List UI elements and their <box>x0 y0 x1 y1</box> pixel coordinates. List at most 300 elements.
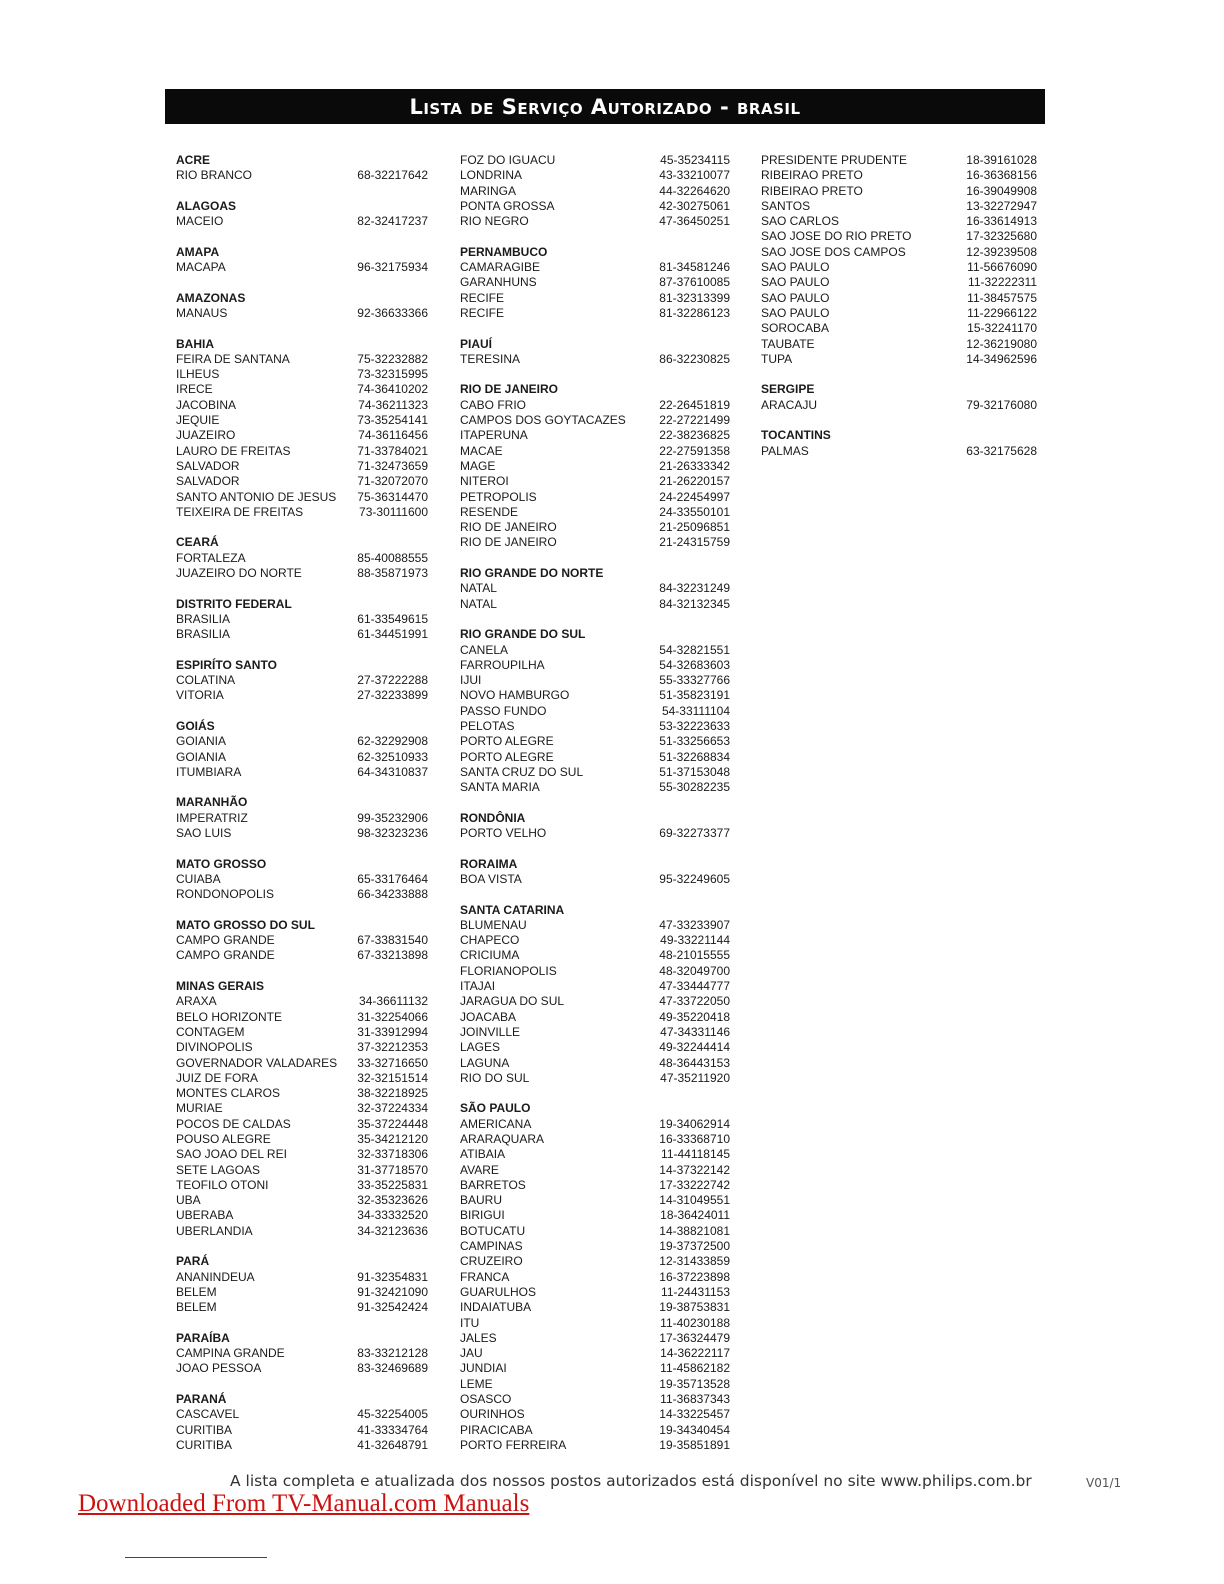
list-item <box>460 765 730 780</box>
state-heading: PARÁ <box>176 1254 210 1269</box>
list-item <box>460 1178 730 1193</box>
list-item <box>761 153 1037 168</box>
phone-number: 82-32417237 <box>357 214 428 229</box>
phone-number: 31-33912994 <box>357 1024 428 1039</box>
city-name: RIO NEGRO <box>460 214 529 229</box>
list-item <box>460 1361 730 1376</box>
state-group <box>460 903 730 1087</box>
list-item <box>761 168 1037 183</box>
phone-number: 47-34331146 <box>660 1024 730 1039</box>
list-item <box>176 1193 428 1208</box>
phone-number: 63-32175628 <box>966 443 1037 458</box>
phone-number: 11-44118145 <box>661 1147 730 1162</box>
phone-number: 11-32222311 <box>968 275 1037 290</box>
state-group <box>176 1331 428 1377</box>
phone-number: 88-35871973 <box>357 566 428 581</box>
phone-number: 41-33334764 <box>357 1422 428 1437</box>
city-name: MARINGA <box>460 183 517 198</box>
city-name: FRANCA <box>460 1269 510 1284</box>
list-item <box>460 673 730 688</box>
list-item <box>176 413 428 428</box>
city-name: SALVADOR <box>176 474 240 489</box>
list-item <box>460 734 730 749</box>
list-item <box>460 1239 730 1254</box>
list-item <box>176 1086 428 1101</box>
city-name: MAGE <box>460 458 496 473</box>
city-name: RECIFE <box>460 290 505 305</box>
list-item <box>460 352 730 367</box>
phone-number: 27-37222288 <box>357 673 428 688</box>
state-group <box>460 811 730 842</box>
city-name: SAO PAULO <box>761 260 830 275</box>
list-item <box>460 704 730 719</box>
state-group <box>460 337 730 368</box>
list-item <box>176 933 428 948</box>
city-name: CRUZEIRO <box>460 1254 523 1269</box>
phone-number: 45-35234115 <box>660 153 730 167</box>
list-item <box>176 1224 428 1239</box>
phone-number: 11-56676090 <box>967 260 1037 275</box>
phone-number: 62-32510933 <box>357 749 428 764</box>
city-name: TERESINA <box>460 351 521 366</box>
city-name: JOAO PESSOA <box>176 1361 262 1376</box>
list-item <box>460 260 730 275</box>
city-name: CRICIUMA <box>460 948 520 963</box>
phone-number: 35-34212120 <box>357 1132 428 1146</box>
city-name: BELO HORIZONTE <box>176 1009 283 1024</box>
city-name: JOINVILLE <box>460 1024 521 1039</box>
list-item <box>460 1346 730 1361</box>
city-name: LONDRINA <box>460 168 523 183</box>
city-name: NATAL <box>460 596 497 611</box>
city-name: LAURO DE FREITAS <box>176 443 291 458</box>
city-name: OURINHOS <box>460 1407 525 1422</box>
city-name: JACOBINA <box>176 397 237 412</box>
list-item <box>761 260 1037 275</box>
city-name: BAURU <box>460 1193 503 1208</box>
list-item <box>460 826 730 841</box>
phone-number: 75-32232882 <box>357 351 428 366</box>
phone-number: 98-32323236 <box>357 826 428 841</box>
download-link[interactable]: Downloaded From TV-Manual.com Manuals <box>78 1490 530 1517</box>
city-name: TEOFILO OTONI <box>176 1177 269 1192</box>
city-name: CAMPO GRANDE <box>176 933 275 948</box>
city-name: CAMPO GRANDE <box>176 948 275 963</box>
phone-number: 65-33176464 <box>357 871 428 886</box>
list-item <box>460 214 730 229</box>
city-name: AVARE <box>460 1162 499 1177</box>
footer-note: A lista completa e atualizada dos nossos postos autorizados está disponível no site www.philips.com.br <box>230 1472 1032 1490</box>
city-name: PALMAS <box>761 443 809 458</box>
list-item <box>460 398 730 413</box>
phone-number: 19-35713528 <box>659 1376 730 1391</box>
list-item <box>460 597 730 612</box>
phone-number: 61-33549615 <box>357 611 428 626</box>
phone-number: 16-37223898 <box>659 1269 730 1284</box>
list-item <box>176 260 428 275</box>
city-name: JUNDIAI <box>460 1361 507 1376</box>
phone-number: 51-33256653 <box>659 734 730 749</box>
phone-number: 32-35323626 <box>357 1193 428 1208</box>
city-name: PELOTAS <box>460 718 515 733</box>
state-group <box>176 199 428 230</box>
city-name: GOIANIA <box>176 734 227 749</box>
phone-number: 79-32176080 <box>966 397 1037 412</box>
list-item <box>460 1071 730 1086</box>
state-heading: BAHIA <box>176 336 214 351</box>
city-name: LAGES <box>460 1040 501 1055</box>
phone-number: 55-33327766 <box>659 673 730 688</box>
city-name: POUSO ALEGRE <box>176 1132 271 1146</box>
list-item <box>176 1163 428 1178</box>
city-name: RIO DE JANEIRO <box>460 535 557 550</box>
phone-number: 51-32268834 <box>659 749 730 764</box>
phone-number: 16-36368156 <box>966 168 1037 183</box>
phone-number: 11-45862182 <box>660 1361 730 1376</box>
phone-number: 95-32249605 <box>659 871 730 886</box>
city-name: NITEROI <box>460 474 509 489</box>
list-item <box>460 719 730 734</box>
list-item <box>761 306 1037 321</box>
list-item <box>460 1377 730 1392</box>
phone-number: 67-33213898 <box>357 948 428 963</box>
city-name: PIRACICABA <box>460 1422 533 1437</box>
city-name: BOTUCATU <box>460 1223 526 1238</box>
state-heading: PARANÁ <box>176 1392 227 1407</box>
city-name: BELEM <box>176 1300 217 1315</box>
phone-number: 27-32233899 <box>357 688 428 703</box>
city-name: SAO JOAO DEL REI <box>176 1147 287 1162</box>
city-name: CASCAVEL <box>176 1407 240 1422</box>
phone-number: 32-37224334 <box>357 1101 428 1116</box>
list-item <box>176 459 428 474</box>
city-name: JUAZEIRO <box>176 428 236 443</box>
list-item <box>460 490 730 505</box>
state-heading: DISTRITO FEDERAL <box>176 596 292 611</box>
city-name: POCOS DE CALDAS <box>176 1116 291 1131</box>
state-group <box>176 1392 428 1453</box>
list-item <box>460 948 730 963</box>
phone-number: 84-32231249 <box>659 581 730 596</box>
state-group <box>460 245 730 321</box>
list-item <box>176 1040 428 1055</box>
list-item <box>176 1346 428 1361</box>
list-item <box>460 1270 730 1285</box>
list-item <box>176 382 428 397</box>
phone-number: 71-32072070 <box>357 474 428 489</box>
city-name: SOROCABA <box>761 321 830 336</box>
phone-number: 14-38821081 <box>659 1223 730 1238</box>
city-name: RIBEIRAO PRETO <box>761 168 863 183</box>
list-item <box>176 505 428 520</box>
phone-number: 12-39239508 <box>966 244 1037 259</box>
city-name: ITAPERUNA <box>460 428 528 443</box>
phone-number: 11-24431153 <box>661 1284 730 1299</box>
list-item <box>176 1025 428 1040</box>
state-heading: SERGIPE <box>761 382 815 397</box>
city-name: CAMPINAS <box>460 1239 523 1254</box>
list-item <box>761 184 1037 199</box>
city-name: ANANINDEUA <box>176 1269 255 1284</box>
city-name: JARAGUA DO SUL <box>460 994 565 1009</box>
city-name: PORTO ALEGRE <box>460 749 554 764</box>
phone-number: 14-37322142 <box>659 1162 730 1177</box>
city-name: GUARULHOS <box>460 1284 537 1299</box>
city-name: SAO PAULO <box>761 290 830 305</box>
list-item <box>176 887 428 902</box>
city-name: NOVO HAMBURGO <box>460 688 570 703</box>
city-name: CAMPINA GRANDE <box>176 1346 285 1361</box>
phone-number: 47-36450251 <box>659 214 730 229</box>
phone-number: 32-32151514 <box>357 1070 428 1085</box>
phone-number: 69-32273377 <box>659 826 730 841</box>
phone-number: 11-40230188 <box>660 1315 730 1330</box>
list-item <box>176 948 428 963</box>
city-name: COLATINA <box>176 673 236 688</box>
list-item <box>761 337 1037 352</box>
list-item <box>176 750 428 765</box>
list-item <box>176 1270 428 1285</box>
city-name: IRECE <box>176 382 213 397</box>
phone-number: 33-35225831 <box>357 1177 428 1192</box>
state-group <box>176 291 428 322</box>
phone-number: 14-34962596 <box>966 351 1037 366</box>
city-name: CURITIBA <box>176 1437 233 1452</box>
divider <box>125 1557 267 1558</box>
city-name: JUIZ DE FORA <box>176 1070 259 1085</box>
list-item <box>460 1392 730 1407</box>
city-name: FARROUPILHA <box>460 657 545 672</box>
phone-number: 62-32292908 <box>357 734 428 749</box>
list-item <box>176 474 428 489</box>
list-item <box>460 643 730 658</box>
city-name: ITU <box>460 1315 480 1330</box>
list-item <box>460 275 730 290</box>
list-item <box>460 581 730 596</box>
list-item <box>176 428 428 443</box>
city-name: PETROPOLIS <box>460 489 537 504</box>
city-name: CHAPECO <box>460 933 520 948</box>
phone-number: 91-32542424 <box>357 1300 428 1315</box>
phone-number: 18-39161028 <box>966 153 1037 167</box>
list-item <box>761 291 1037 306</box>
state-heading: ESPIRÍTO SANTO <box>176 657 277 672</box>
state-group <box>176 979 428 1239</box>
phone-number: 83-33212128 <box>357 1346 428 1361</box>
city-name: TUPA <box>761 351 793 366</box>
city-name: INDAIATUBA <box>460 1300 532 1315</box>
list-item <box>176 1071 428 1086</box>
city-name: NATAL <box>460 581 497 596</box>
list-item <box>176 1101 428 1116</box>
phone-number: 22-27221499 <box>659 413 730 428</box>
city-name: RIO BRANCO <box>176 168 253 183</box>
state-group <box>176 658 428 704</box>
phone-number: 19-34062914 <box>659 1116 730 1131</box>
list-item <box>460 1224 730 1239</box>
list-item <box>460 1193 730 1208</box>
phone-number: 16-39049908 <box>966 183 1037 198</box>
city-name: SAO PAULO <box>761 275 830 290</box>
list-item <box>761 444 1037 459</box>
city-name: MURIAE <box>176 1101 223 1116</box>
phone-number: 48-32049700 <box>659 963 730 978</box>
list-item <box>460 428 730 443</box>
city-name: ARACAJU <box>761 397 818 412</box>
list-item <box>460 1010 730 1025</box>
list-item <box>176 765 428 780</box>
phone-number: 11-38457575 <box>967 290 1037 305</box>
phone-number: 91-32421090 <box>357 1284 428 1299</box>
city-name: JALES <box>460 1330 497 1345</box>
city-name: UBERLANDIA <box>176 1223 253 1238</box>
state-heading: RIO GRANDE DO NORTE <box>460 566 604 581</box>
phone-number: 21-26333342 <box>659 458 730 473</box>
city-name: SALVADOR <box>176 458 240 473</box>
list-item <box>176 627 428 642</box>
phone-number: 74-36410202 <box>357 382 428 397</box>
list-item <box>460 153 730 168</box>
state-group <box>176 535 428 581</box>
phone-number: 86-32230825 <box>659 351 730 366</box>
phone-number: 14-31049551 <box>659 1193 730 1208</box>
state-heading: ACRE <box>176 153 211 167</box>
state-heading: MATO GROSSO DO SUL <box>176 917 315 932</box>
city-name: ARAXA <box>176 994 217 1009</box>
state-heading: TOCANTINS <box>761 428 831 443</box>
state-heading: GOIÁS <box>176 718 215 733</box>
city-name: FORTALEZA <box>176 550 246 565</box>
phone-number: 17-33222742 <box>659 1177 730 1192</box>
city-name: CONTAGEM <box>176 1024 245 1039</box>
phone-number: 33-32716650 <box>357 1055 428 1070</box>
phone-number: 43-33210077 <box>659 168 730 183</box>
list-item <box>176 994 428 1009</box>
state-group <box>460 627 730 795</box>
city-name: MACAE <box>460 443 503 458</box>
city-name: LAGUNA <box>460 1055 510 1070</box>
state-group <box>176 153 428 184</box>
list-item <box>761 398 1037 413</box>
state-group <box>460 382 730 550</box>
phone-number: 96-32175934 <box>357 260 428 275</box>
city-name: CURITIBA <box>176 1422 233 1437</box>
city-name: PORTO VELHO <box>460 826 547 841</box>
city-name: SANTOS <box>761 198 811 213</box>
phone-number: 41-32648791 <box>357 1437 428 1452</box>
city-name: UBERABA <box>176 1208 234 1223</box>
list-item <box>460 1208 730 1223</box>
list-item <box>460 964 730 979</box>
phone-number: 71-32473659 <box>357 458 428 473</box>
city-name: CAMARAGIBE <box>460 260 541 275</box>
list-item <box>176 872 428 887</box>
list-item <box>460 994 730 1009</box>
list-item <box>176 1010 428 1025</box>
list-item <box>460 413 730 428</box>
list-item <box>460 1025 730 1040</box>
city-name: CAMPOS DOS GOYTACAZES <box>460 413 626 428</box>
list-item <box>176 826 428 841</box>
state-heading: AMAPA <box>176 244 220 259</box>
city-name: PASSO FUNDO <box>460 703 547 718</box>
state-group <box>176 795 428 841</box>
list-item <box>176 398 428 413</box>
phone-number: 83-32469689 <box>357 1361 428 1376</box>
state-heading: MATO GROSSO <box>176 856 267 871</box>
city-name: FLORIANOPOLIS <box>460 963 557 978</box>
city-name: CUIABA <box>176 871 221 886</box>
phone-number: 54-32683603 <box>659 657 730 672</box>
list-item <box>176 214 428 229</box>
city-name: AMERICANA <box>460 1116 532 1131</box>
list-item <box>176 168 428 183</box>
phone-number: 48-21015555 <box>659 948 730 963</box>
phone-number: 14-33225457 <box>659 1407 730 1422</box>
city-name: VITORIA <box>176 688 224 703</box>
phone-number: 22-38236825 <box>659 428 730 443</box>
phone-number: 61-34451991 <box>357 627 428 642</box>
list-item <box>460 1117 730 1132</box>
phone-number: 21-26220157 <box>659 474 730 489</box>
phone-number: 68-32217642 <box>357 168 428 183</box>
list-item <box>460 459 730 474</box>
list-item <box>176 1147 428 1162</box>
list-item <box>176 1208 428 1223</box>
list-item <box>460 750 730 765</box>
list-item <box>460 184 730 199</box>
city-name: RESENDE <box>460 504 519 519</box>
phone-number: 44-32264620 <box>659 183 730 198</box>
state-group <box>176 918 428 964</box>
list-item <box>176 367 428 382</box>
version-label: V01/1 <box>1086 1476 1122 1490</box>
state-heading: PERNAMBUCO <box>460 244 548 259</box>
list-item <box>460 1438 730 1453</box>
city-name: MONTES CLAROS <box>176 1086 281 1101</box>
list-item <box>176 566 428 581</box>
phone-number: 13-32272947 <box>966 198 1037 213</box>
state-heading: RIO GRANDE DO SUL <box>460 627 586 642</box>
phone-number: 54-32821551 <box>659 642 730 657</box>
phone-number: 49-32244414 <box>659 1040 730 1055</box>
phone-number: 32-33718306 <box>357 1147 428 1162</box>
city-name: BLUMENAU <box>460 917 527 932</box>
city-name: CABO FRIO <box>460 397 527 412</box>
list-item <box>460 872 730 887</box>
phone-number: 11-36837343 <box>660 1392 730 1407</box>
list-item <box>176 1132 428 1147</box>
phone-number: 49-33221144 <box>660 933 730 948</box>
phone-number: 17-32325680 <box>966 229 1037 244</box>
state-group <box>460 857 730 888</box>
phone-number: 31-37718570 <box>357 1162 428 1177</box>
city-name: IJUI <box>460 673 482 688</box>
phone-number: 84-32132345 <box>659 596 730 611</box>
city-name: JEQUIE <box>176 413 220 428</box>
list-item <box>176 811 428 826</box>
phone-number: 19-34340454 <box>659 1422 730 1437</box>
list-item <box>176 1438 428 1453</box>
city-name: ITAJAI <box>460 979 496 994</box>
state-group <box>761 382 1037 413</box>
phone-number: 73-32315995 <box>357 367 428 382</box>
phone-number: 81-32286123 <box>659 305 730 320</box>
list-item <box>761 214 1037 229</box>
list-item <box>460 1132 730 1147</box>
city-name: UBA <box>176 1193 201 1208</box>
list-item <box>176 688 428 703</box>
